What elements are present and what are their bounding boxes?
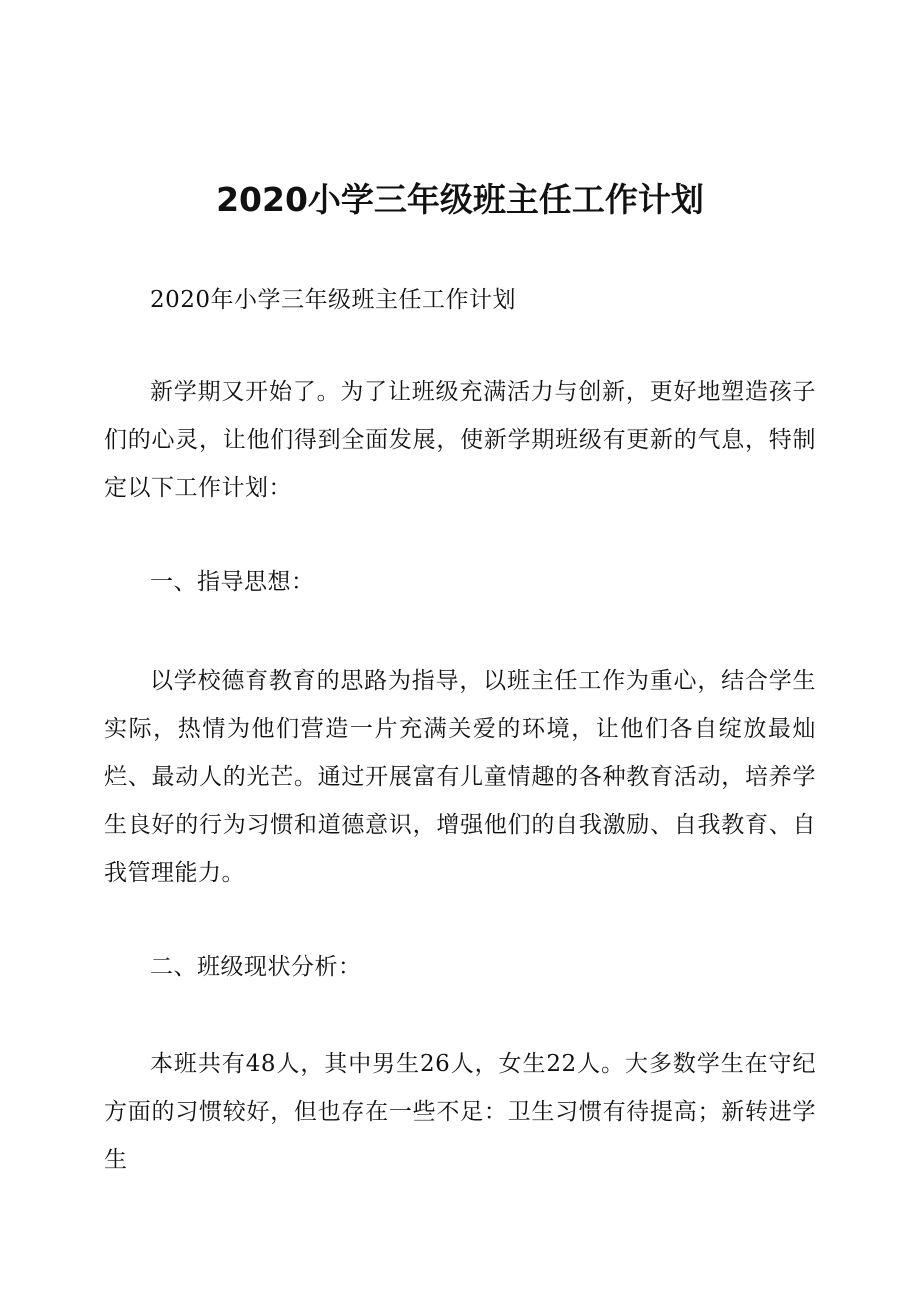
intro-paragraph: 新学期又开始了。为了让班级充满活力与创新，更好地塑造孩子们的心灵，让他们得到全面发展，使新学期班级有更新的气息，特制定以下工作计划： — [104, 379, 816, 501]
class-analysis-paragraph: 本班共有48人，其中男生26人，女生22人。大多数学生在守纪方面的习惯较好，但也存在一些不足：卫生习惯有待提高；新转进学生 — [104, 1051, 816, 1173]
document-title: 2020小学三年级班主任工作计划 — [216, 180, 704, 219]
section-heading-guiding-thought: 一、指导思想： — [150, 569, 315, 595]
subtitle-paragraph: 2020年小学三年级班主任工作计划 — [150, 287, 517, 313]
guiding-thought-paragraph: 以学校德育教育的思路为指导，以班主任工作为重心，结合学生实际，热情为他们营造一片充满关爱的环境，让他们各自绽放最灿烂、最动人的光芒。通过开展富有儿童情趣的各种教育活动，培养学生良好的行为习惯和道德意识，增强他们的自我激励、自我教育、自我管理能力。 — [104, 668, 816, 886]
section-heading-class-analysis: 二、班级现状分析： — [150, 954, 362, 980]
